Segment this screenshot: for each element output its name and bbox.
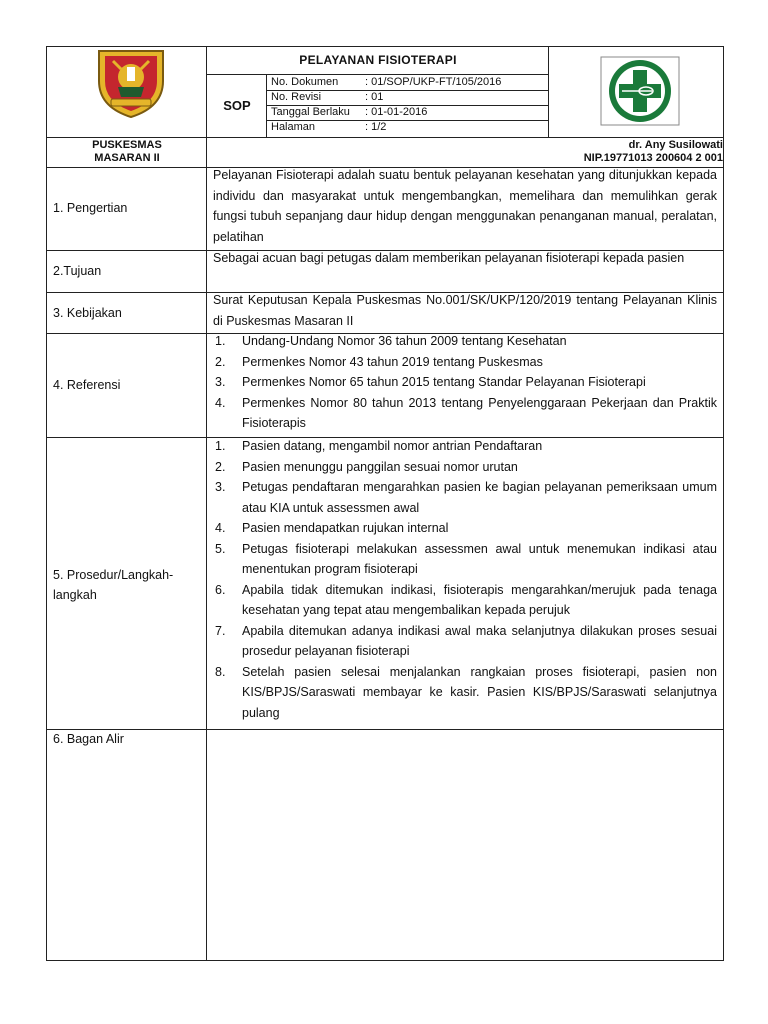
section-label-prosedur: 5. Prosedur/Langkah-langkah	[53, 568, 174, 602]
list-item	[213, 393, 717, 434]
list-text: Permenkes Nomor 43 tahun 2019 tentang Puskesmas	[242, 354, 543, 369]
sop-label: SOP	[223, 97, 251, 113]
organization-line-2: MASARAN II	[94, 152, 160, 164]
list-item	[213, 621, 717, 662]
section-label-pengertian: 1. Pengertian	[53, 201, 128, 215]
organization-line-1: PUSKESMAS	[92, 139, 162, 151]
list-item	[213, 477, 717, 518]
section-text-kebijakan: Surat Keputusan Kepala Puskesmas No.001/SK/UKP/120/2019 tentang Pelayanan Klinis di Puskesmas Masaran II	[213, 293, 717, 328]
section-label-tujuan: 2.Tujuan	[53, 264, 102, 278]
list-item	[213, 539, 717, 580]
list-number: 3.	[215, 480, 226, 494]
meta-value: : 1/2	[365, 121, 387, 133]
meta-label: Tanggal Berlaku	[271, 106, 350, 118]
section-label-bagan-alir: 6. Bagan Alir	[53, 732, 124, 746]
section-text-tujuan: Sebagai acuan bagi petugas dalam memberikan pelayanan fisioterapi kepada pasien	[213, 251, 685, 265]
list-text: Setelah pasien selesai menjalankan rangkaian proses fisioterapi, pasien non KIS/BPJS/Saraswati membayar ke kasir. Pasien KIS/BPJS/Saraswati selanjutnya pulang	[242, 664, 717, 720]
meta-row-effective-date	[271, 105, 549, 120]
list-text: Petugas fisioterapi melakukan assessmen awal untuk menemukan indikasi atau menentukan program fisioterapi	[242, 541, 717, 576]
meta-value: : 01	[365, 91, 384, 103]
flowchart-area	[207, 730, 723, 960]
meta-row-page	[271, 120, 549, 135]
list-text: Permenkes Nomor 65 tahun 2015 tentang Standar Pelayanan Fisioterapi	[242, 375, 646, 389]
list-text: Pasien mendapatkan rujukan internal	[242, 521, 449, 535]
list-item	[213, 518, 717, 539]
section-label-kebijakan: 3. Kebijakan	[53, 306, 122, 320]
document-title: PELAYANAN FISIOTERAPI	[299, 53, 457, 67]
list-item	[213, 352, 717, 373]
list-item	[213, 331, 717, 352]
list-text: Undang-Undang Nomor 36 tahun 2009 tentang Kesehatan	[242, 334, 567, 348]
list-number: 7.	[215, 623, 226, 638]
meta-value: : 01-01-2016	[365, 106, 428, 118]
list-text: Apabila ditemukan adanya indikasi awal maka selanjutnya dilakukan proses sesuai prosedur pelayanan fisioterapi	[242, 623, 717, 658]
list-item	[213, 372, 717, 393]
list-item	[213, 436, 717, 457]
list-number: 1.	[215, 439, 226, 453]
list-number: 2.	[215, 354, 226, 369]
regency-emblem-icon	[93, 47, 169, 119]
list-number: 4.	[215, 395, 226, 410]
list-text: Pasien datang, mengambil nomor antrian Pendaftaran	[242, 439, 543, 453]
list-number: 8.	[215, 664, 226, 679]
meta-label: No. Dokumen	[271, 76, 339, 88]
meta-label: No. Revisi	[271, 91, 322, 103]
signatory-name: dr. Any Susilowati	[628, 139, 723, 151]
section-label-referensi: 4. Referensi	[53, 378, 121, 392]
list-item	[213, 662, 717, 724]
prosedur-list	[213, 436, 717, 723]
list-number: 3.	[215, 375, 226, 389]
meta-label: Halaman	[271, 121, 316, 133]
list-number: 1.	[215, 334, 226, 348]
list-number: 2.	[215, 459, 226, 474]
meta-row-document-number	[271, 75, 549, 90]
list-text: Permenkes Nomor 80 tahun 2013 tentang Penyelenggaraan Pekerjaan dan Praktik Fisioterapis	[242, 395, 717, 430]
list-text: Apabila tidak ditemukan indikasi, fisioterapis mengarahkan/merujuk pada tenaga kesehatan yang tepat atau mengembalikan kepada perujuk	[242, 582, 717, 617]
meta-value: : 01/SOP/UKP-FT/105/2016	[365, 76, 502, 88]
signatory-nip: NIP.19771013 200604 2 001	[583, 152, 723, 164]
puskesmas-logo-icon	[600, 56, 680, 126]
list-number: 5.	[215, 541, 226, 556]
list-number: 4.	[215, 521, 226, 535]
list-number: 6.	[215, 582, 226, 597]
list-text: Petugas pendaftaran mengarahkan pasien ke bagian pelayanan pemeriksaan umum atau KIA untuk assessmen awal	[242, 480, 717, 515]
section-text-pengertian: Pelayanan Fisioterapi adalah suatu bentuk pelayanan kesehatan yang ditunjukkan kepada individu dan masyarakat untuk mengembangkan, memelihara dan memulihkan gerak fungsi tubuh sepanjang daur hidup dengan menggunakan penanganan manual, peralatan, pelatihan	[213, 168, 717, 244]
meta-row-revision	[271, 90, 549, 105]
list-item	[213, 457, 717, 478]
referensi-list	[213, 331, 717, 434]
organization-name	[47, 137, 207, 169]
list-text: Pasien menunggu panggilan sesuai nomor urutan	[242, 459, 518, 474]
list-item	[213, 580, 717, 621]
